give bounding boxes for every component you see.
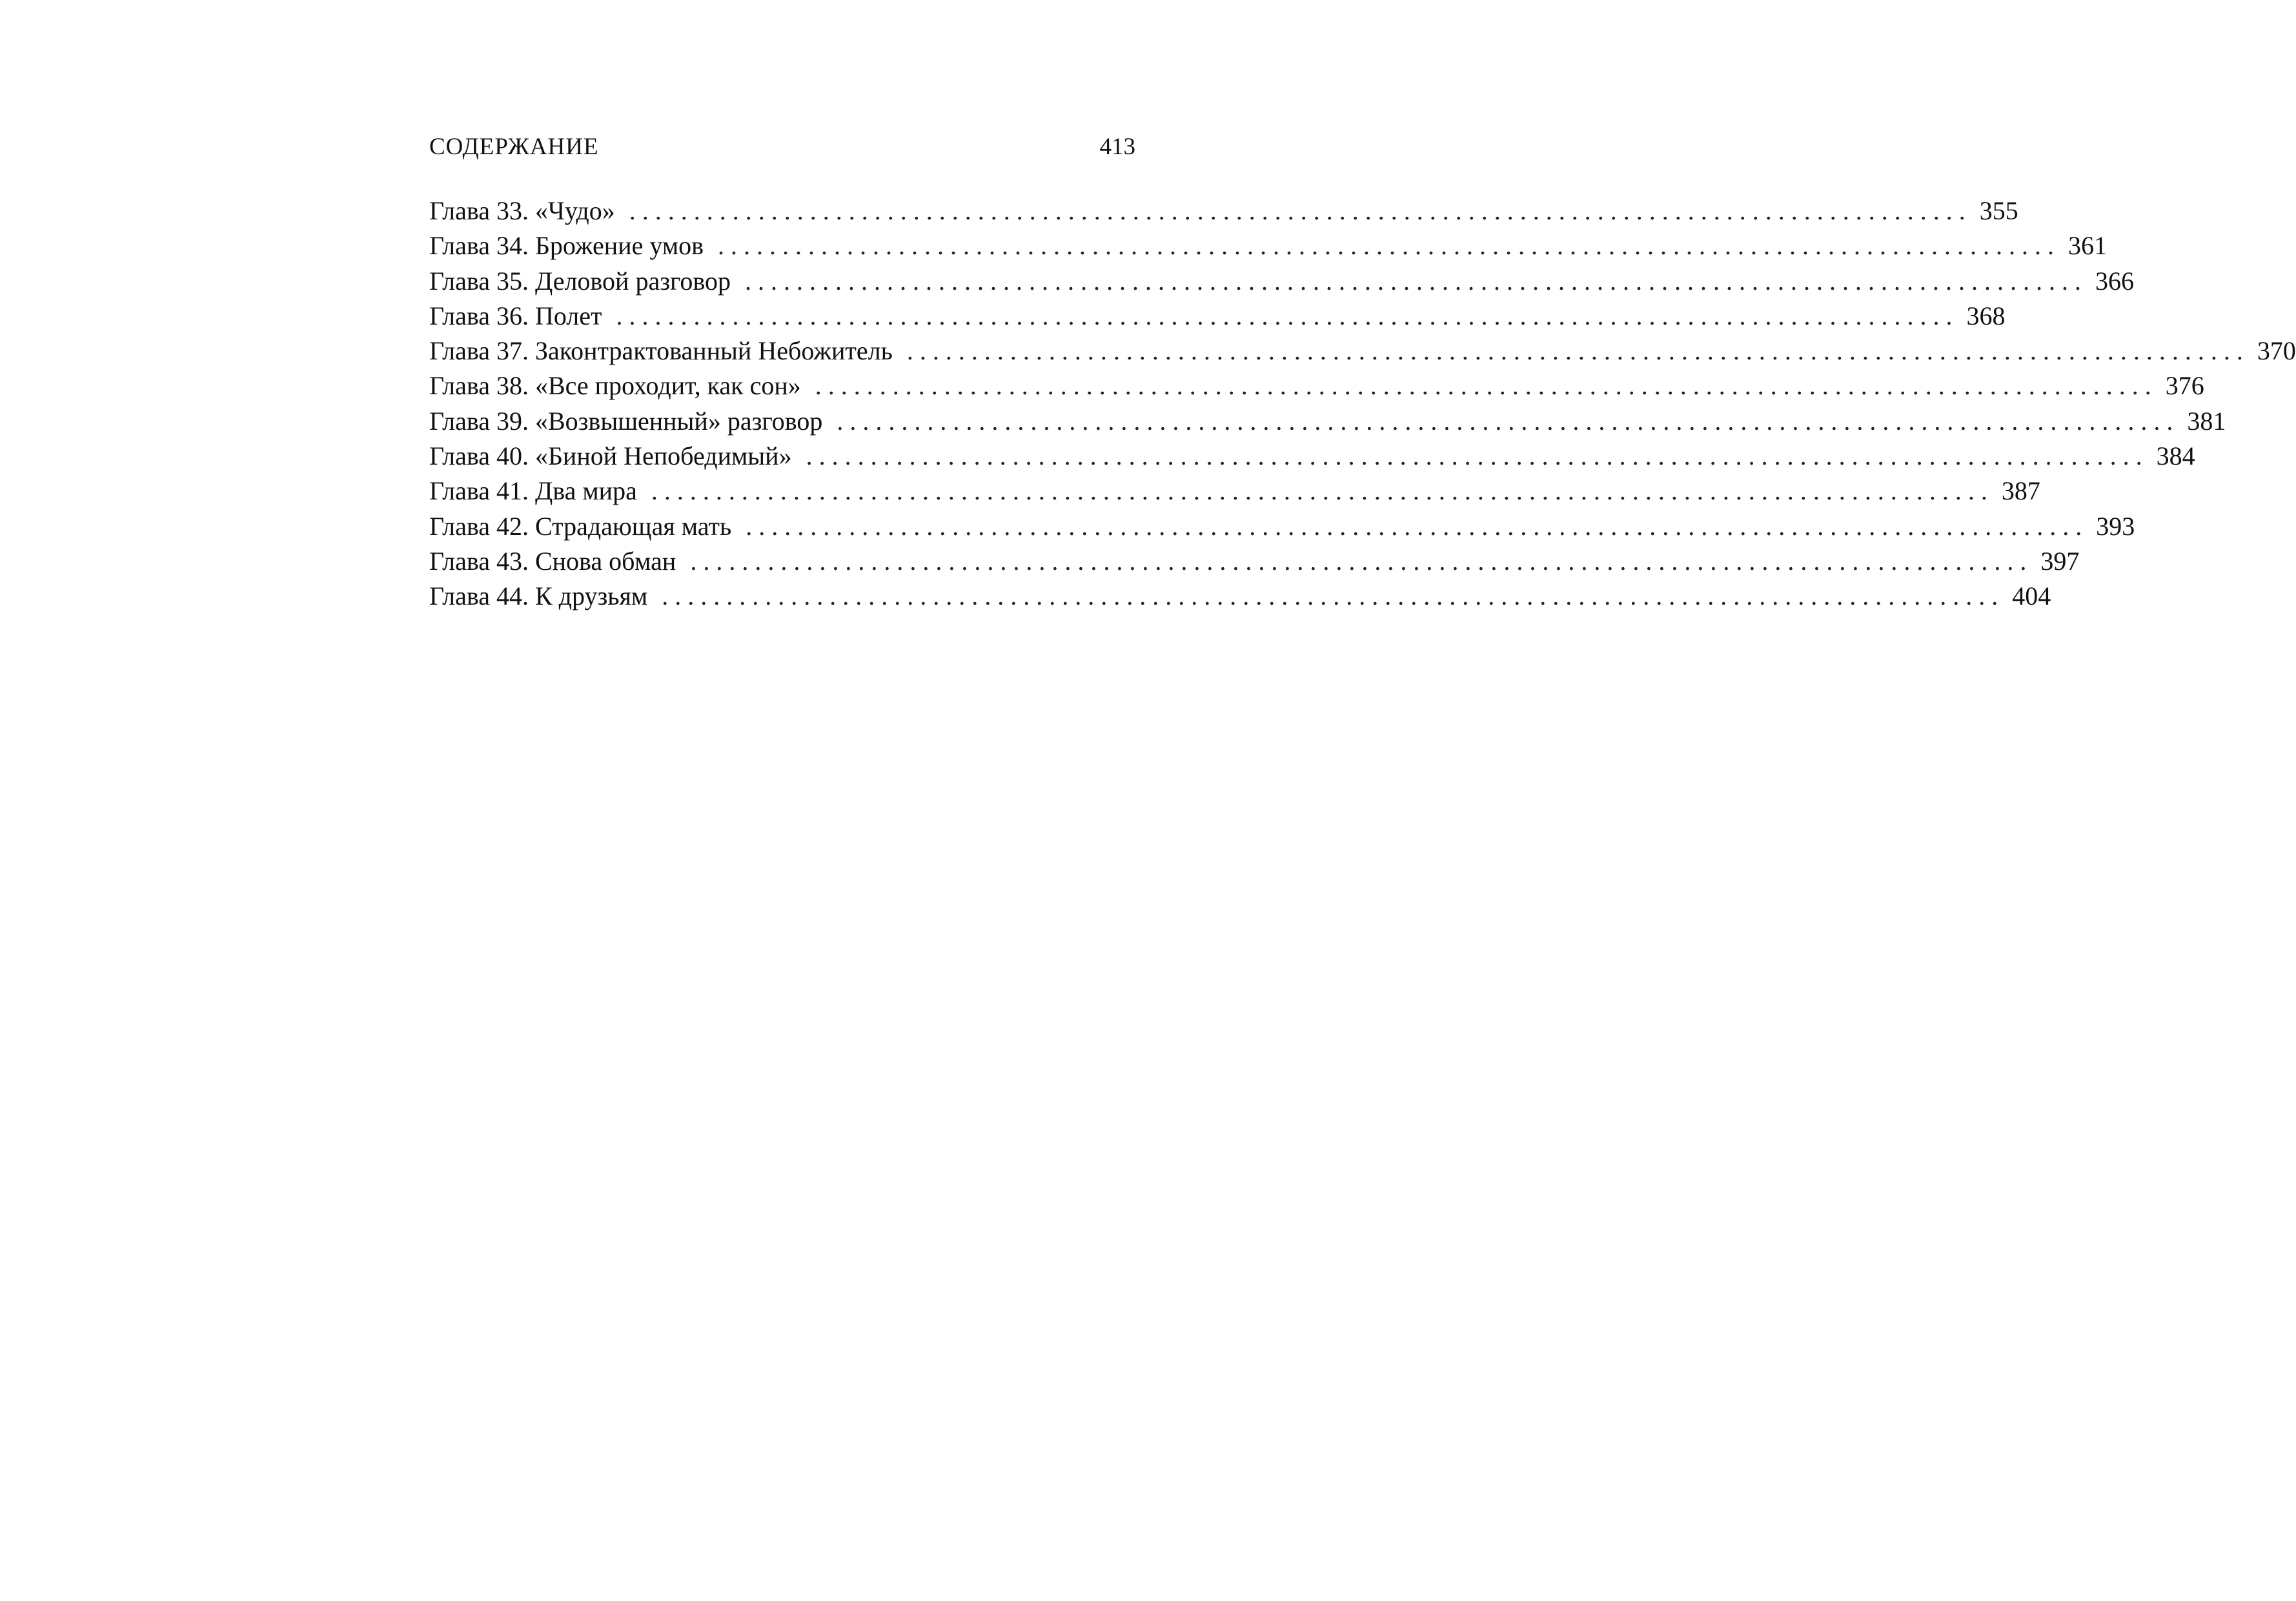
page-number: 413 [1099,134,1135,160]
toc-entry [429,264,2135,299]
toc-entry [429,368,2204,403]
toc-entry [429,194,2018,228]
toc-entry-title: Глава 44. К друзьям [429,581,648,611]
toc-entry-page: 393 [2096,511,2135,541]
toc-entry-page: 397 [2040,546,2080,576]
toc-entry-page: 355 [1979,196,2018,225]
toc-entry-page: 370 [2257,336,2296,366]
toc-entry [429,439,2195,474]
dot-leader: ........................................................................................................ [815,371,2158,401]
toc-entry-title: Глава 36. Полет [429,301,602,330]
toc-entry-title: Глава 41. Два мира [429,476,637,506]
dot-leader: ........................................................................................................ [746,511,2089,541]
dot-leader: ........................................................................................................ [718,231,2061,261]
dot-leader: ........................................................................................................ [662,581,2005,611]
toc-entry-title: Глава 38. «Все проходит, как сон» [429,371,801,401]
toc-entry-page: 387 [2001,476,2040,506]
toc-entry [429,299,2006,334]
toc-entry-title: Глава 43. Снова обман [429,546,676,576]
toc-entry-page: 361 [2068,231,2108,261]
toc-entry-page: 376 [2165,371,2204,401]
toc-entry-page: 366 [2095,266,2135,296]
dot-leader: ........................................................................................................ [837,406,2180,436]
toc-entry [429,228,2108,263]
toc-entry [429,334,2296,368]
toc-entry-title: Глава 40. «Биной Непобедимый» [429,441,792,471]
toc-entry-page: 384 [2156,441,2195,471]
running-title: СОДЕРЖАНИЕ [429,134,599,160]
dot-leader: ........................................................................................................ [906,336,2250,366]
toc-entry-page: 404 [2012,581,2051,611]
dot-leader: ........................................................................................................ [629,196,1972,225]
toc-entry-title: Глава 34. Брожение умов [429,231,704,261]
toc-entry-title: Глава 39. «Возвышенный» разговор [429,406,823,436]
toc-entry [429,579,2051,614]
toc-entry-page: 368 [1966,301,2006,330]
toc-entry-page: 381 [2187,406,2226,436]
toc-entry-title: Глава 35. Деловой разговор [429,266,731,296]
dot-leader: ........................................................................................................ [616,301,1959,330]
toc-entry-title: Глава 42. Страдающая мать [429,511,732,541]
running-header [429,129,1135,165]
dot-leader: ........................................................................................................ [745,266,2088,296]
toc-entry [429,544,2080,579]
table-of-contents [429,194,2296,614]
dot-leader: ........................................................................................................ [690,546,2033,576]
toc-entry [429,474,2040,508]
toc-entry [429,509,2135,544]
dot-leader: ........................................................................................................ [806,441,2149,471]
toc-entry-title: Глава 33. «Чудо» [429,196,615,225]
toc-entry [429,404,2226,439]
dot-leader: ........................................................................................................ [651,476,1994,506]
toc-entry-title: Глава 37. Законтрактованный Небожитель [429,336,893,366]
